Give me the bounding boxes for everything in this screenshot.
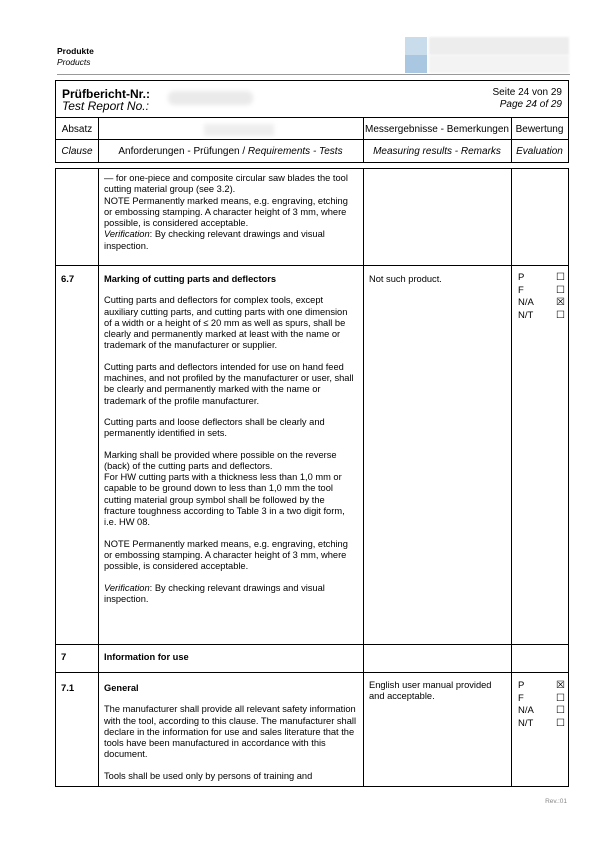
col-results-en: Measuring results - Remarks bbox=[373, 146, 501, 157]
evaluation-6-7: P ☐ F ☐ N/A ☒ N/T ☐ bbox=[518, 272, 565, 321]
products-label bbox=[57, 46, 94, 68]
page-number-en: Page 24 of 29 bbox=[499, 99, 562, 110]
paragraph: Marking shall be provided where possible on the reverse (back) of the cutting parts and deflectors. bbox=[104, 449, 337, 471]
checkbox-nt[interactable]: ☐ bbox=[556, 717, 565, 729]
table-row-6-7 bbox=[104, 274, 354, 605]
verification-text: Verification: By checking relevant drawings and visual inspection. bbox=[104, 229, 325, 251]
report-title-en: Test Report No.: bbox=[62, 99, 149, 113]
clause-7-1: 7.1 bbox=[61, 683, 75, 694]
checkbox-p[interactable]: ☒ bbox=[556, 680, 565, 691]
evaluation-7-1: P ☒ F ☐ N/A ☐ N/T ☐ bbox=[518, 680, 565, 729]
col-results-de: Messergebnisse - Bemerkungen bbox=[365, 124, 509, 135]
checkbox-f[interactable]: ☐ bbox=[556, 692, 565, 704]
col-clause-en: Clause bbox=[61, 146, 93, 157]
checkbox-na[interactable]: ☐ bbox=[556, 705, 565, 717]
checkbox-na[interactable]: ☒ bbox=[556, 297, 565, 309]
paragraph: Tools shall be used only by persons of training and bbox=[104, 770, 313, 781]
col-requirements: Anforderungen - Prüfungen / Requirements - Tests bbox=[118, 146, 343, 157]
col-eval-en: Evaluation bbox=[516, 146, 563, 157]
blurred-logo bbox=[405, 37, 570, 75]
paragraph: Cutting parts and deflectors for complex tools, except auxiliary cutting parts, and cutting parts with one dimension of a width or a height of ≤ 20 mm as well as spurs, shall be clearly and permanently marked at least with the name or trademark of the manufacturer or supplier. bbox=[104, 295, 348, 351]
paragraph: For HW cutting parts with a thickness less than 1,0 mm or capable to be ground down to less than 1,0 mm the tool cutting material group symbol shall be followed by the fracture toughness according to Table 3 in a two digit form, i.e. HW 08. bbox=[104, 472, 345, 528]
paragraph: The manufacturer shall provide all relevant safety information with the tool, according to this clause. The manufacturer shall declare in the information for use and sales literature that the tools have been manufactured in accordance with this document. bbox=[104, 704, 357, 760]
note-text: NOTE Permanently marked means, e.g. engraving, etching or embossing stamping. A character height of 3 mm, where possible, is considered acceptable. bbox=[104, 538, 348, 572]
page-number-de: Seite 24 von 29 bbox=[492, 87, 562, 98]
row-title: Marking of cutting parts and deflectors bbox=[104, 274, 277, 284]
row-title-information-for-use: Information for use bbox=[104, 652, 189, 662]
header-rule bbox=[57, 74, 570, 75]
clause-7: 7 bbox=[61, 652, 67, 663]
report-title-de: Prüfbericht-Nr.: bbox=[62, 87, 151, 101]
paragraph: Cutting parts and loose deflectors shall be clearly and permanently identified in sets. bbox=[104, 416, 325, 439]
redacted-field bbox=[204, 124, 274, 136]
checkbox-nt[interactable]: ☐ bbox=[556, 309, 565, 321]
requirements-table bbox=[55, 168, 569, 787]
paragraph: Cutting parts and deflectors intended for use on hand feed machines, and not profiled by the manufacturer or user, shall be clearly and permanently marked with the name or trademark of the profile manufacturer. bbox=[104, 361, 354, 406]
note-text: NOTE Permanently marked means, e.g. engraving, etching or embossing stamping. A character height of 3 mm, where possible, is considered acceptable. bbox=[104, 195, 348, 229]
table-row-continuation bbox=[104, 173, 352, 252]
row-title: General bbox=[104, 683, 139, 693]
result-7-1: English user manual provided and acceptable. bbox=[369, 680, 492, 702]
products-de: Produkte bbox=[57, 46, 94, 56]
col-clause-de: Absatz bbox=[61, 124, 93, 135]
report-header bbox=[55, 80, 569, 163]
table-row-7-1 bbox=[104, 683, 356, 782]
revision-label: Rev.:01 bbox=[545, 798, 567, 805]
checkbox-p[interactable]: ☐ bbox=[556, 272, 565, 283]
products-en: Products bbox=[57, 57, 91, 67]
verification-text: Verification: By checking relevant drawings and visual inspection. bbox=[104, 582, 325, 604]
redacted-report-number bbox=[168, 91, 253, 105]
col-eval-de: Bewertung bbox=[515, 124, 564, 135]
result-6-7: Not such product. bbox=[369, 274, 442, 284]
checkbox-f[interactable]: ☐ bbox=[556, 284, 565, 296]
circular-saw-line: — for one-piece and composite circular saw blades the tool cutting material group (see 3.2). bbox=[104, 173, 348, 195]
clause-6-7: 6.7 bbox=[61, 274, 75, 285]
